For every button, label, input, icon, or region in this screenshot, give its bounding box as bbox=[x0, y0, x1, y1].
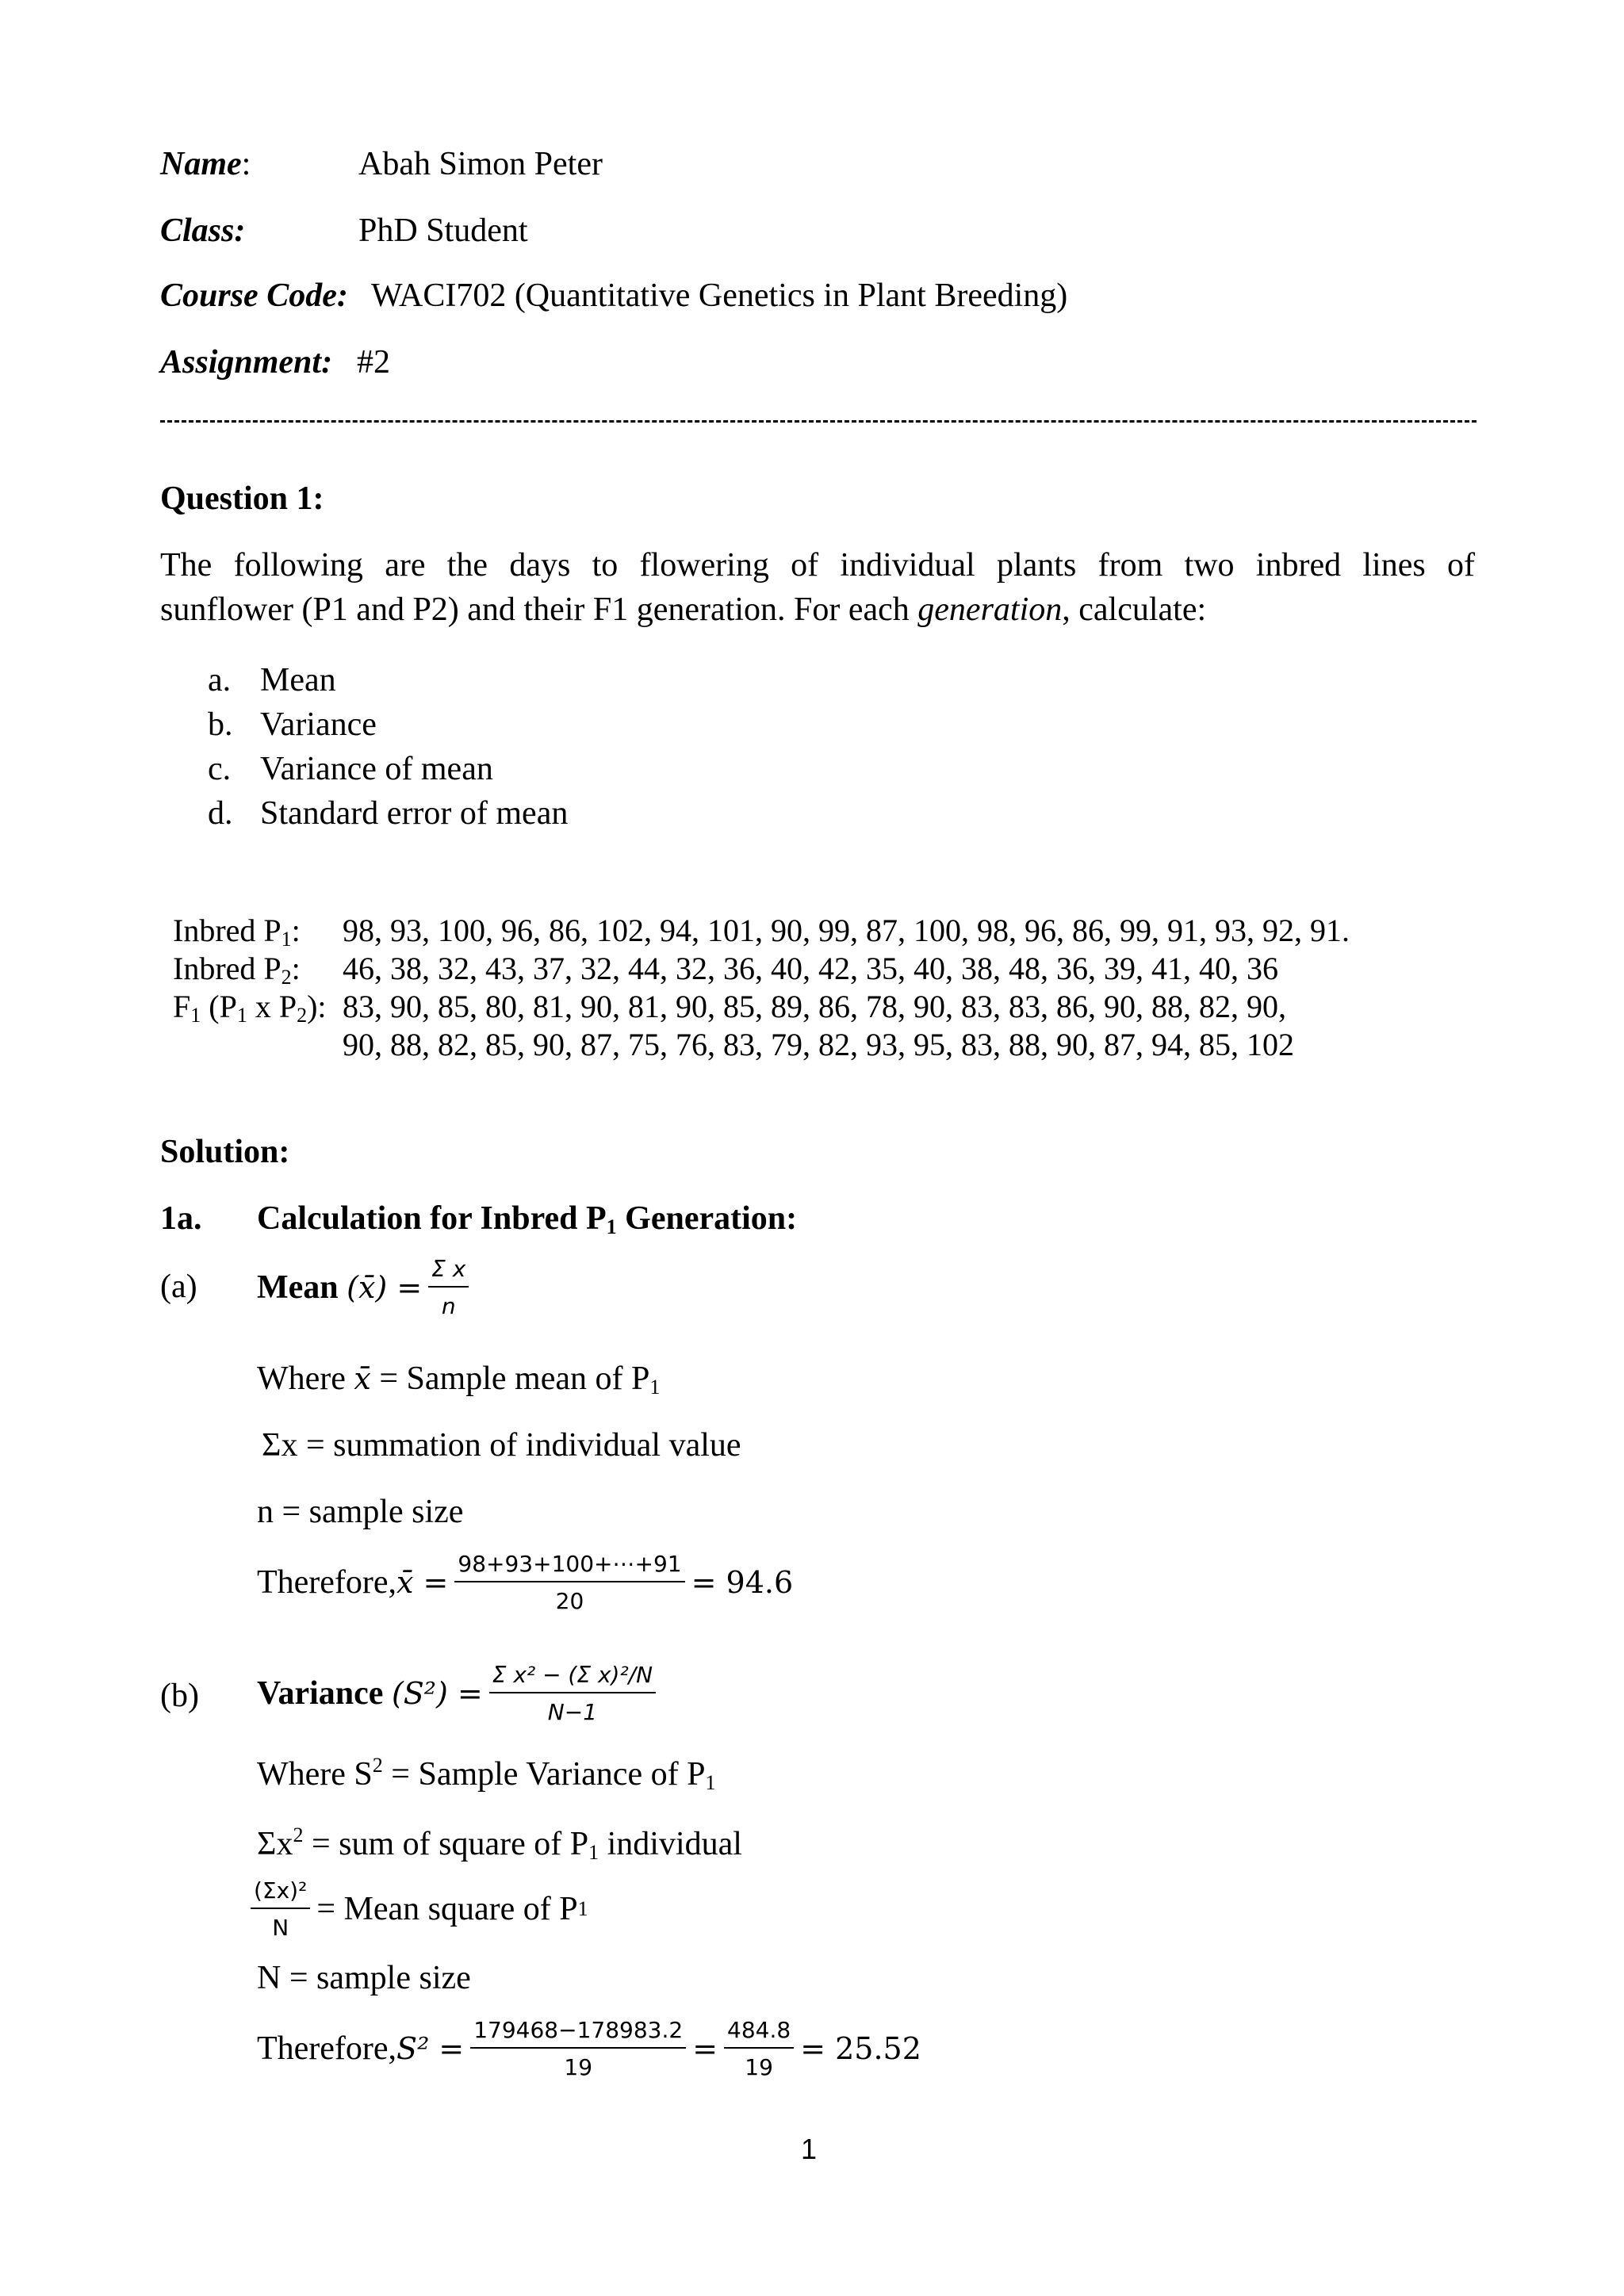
dashed-divider bbox=[160, 420, 1477, 423]
variance-therefore: Therefore, bbox=[257, 2030, 397, 2067]
f1-sub-b: 1 bbox=[236, 1004, 247, 1027]
f1-values-line-1: 83, 90, 85, 80, 81, 90, 81, 90, 85, 89, 86, 78, 90, 83, 83, 86, 90, 88, 82, 90, bbox=[343, 989, 1286, 1024]
mean-square-sub: 1 bbox=[577, 1897, 588, 1920]
mean-label: Mean bbox=[257, 1269, 339, 1306]
section-title-suffix: Generation: bbox=[616, 1200, 798, 1237]
mean-square-text: = Mean square of P bbox=[316, 1891, 578, 1927]
variance-formula bbox=[257, 1649, 662, 1738]
variance-calc-equals: = bbox=[692, 2031, 718, 2066]
variance-calc-fraction-1 bbox=[470, 2016, 686, 2081]
section-title-text: Calculation for Inbred P bbox=[257, 1200, 607, 1237]
N-definition: N = sample size bbox=[257, 1960, 471, 1996]
mean-numerator: Σ x bbox=[428, 1255, 469, 1288]
variance-calc-denominator-2: 19 bbox=[745, 2054, 773, 2080]
class-label: Class: bbox=[160, 212, 246, 249]
list-item-letter: b. bbox=[208, 706, 233, 743]
sum-definition: Σx = summation of individual value bbox=[262, 1427, 741, 1464]
sumsq-b: = sum of square of P bbox=[303, 1826, 589, 1862]
mean-calc-fraction bbox=[454, 1550, 684, 1615]
mean-square-definition bbox=[251, 1871, 588, 1947]
variance-symbol: (S²) = bbox=[391, 1676, 483, 1711]
mean-square-numerator: (Σx)² bbox=[251, 1877, 310, 1909]
question-line-2-emphasis: generation bbox=[917, 591, 1063, 628]
mean-calculation bbox=[257, 1546, 793, 1619]
f1-sub-c: 2 bbox=[297, 1004, 308, 1027]
p1-label bbox=[173, 912, 301, 951]
p2-label-sub: 2 bbox=[281, 966, 292, 989]
mean-symbol: (x̄) = bbox=[347, 1270, 423, 1305]
p2-values: 46, 38, 32, 43, 37, 32, 44, 32, 36, 40, 42, 35, 40, 38, 48, 36, 39, 41, 40, 36 bbox=[343, 951, 1278, 986]
n-definition: n = sample size bbox=[257, 1494, 464, 1530]
variance-result: = 25.52 bbox=[800, 2031, 921, 2066]
sumsq-c: individual bbox=[599, 1826, 742, 1862]
question-line-1: The following are the days to flowering of individual plants from two inbred lines of bbox=[160, 547, 1475, 584]
sumsq-sub: 1 bbox=[588, 1841, 599, 1864]
sumsq-a: Σx bbox=[257, 1826, 293, 1862]
variance-fraction bbox=[489, 1661, 656, 1726]
question-line-2-text-a: sunflower (P1 and P2) and their F1 generation. For each bbox=[160, 591, 918, 628]
sum-squares-definition bbox=[257, 1825, 742, 1863]
p1-label-sub: 1 bbox=[281, 928, 292, 951]
mean-denominator: n bbox=[441, 1293, 456, 1319]
list-item bbox=[208, 747, 568, 791]
mean-square-denominator: N bbox=[272, 1915, 289, 1941]
list-item-text: Variance of mean bbox=[260, 751, 493, 787]
mean-calc-symbol: x̄ = bbox=[396, 1565, 449, 1600]
course-code-label: Course Code: bbox=[160, 277, 348, 314]
variance-calculation bbox=[257, 2009, 921, 2088]
mean-formula bbox=[257, 1251, 475, 1324]
f1-label bbox=[173, 988, 327, 1027]
list-item-letter: d. bbox=[208, 795, 233, 832]
mean-square-fraction bbox=[251, 1877, 310, 1942]
variance-calc-fraction-2 bbox=[724, 2016, 794, 2081]
variance-calc-numerator-2: 484.8 bbox=[724, 2016, 794, 2049]
question-line-2 bbox=[160, 593, 1206, 626]
task-list bbox=[208, 658, 568, 836]
p1-label-colon: : bbox=[291, 913, 301, 948]
name-label: Name bbox=[160, 146, 242, 182]
list-item-letter: c. bbox=[208, 751, 232, 787]
variance-label: Variance bbox=[257, 1675, 384, 1712]
variance-calc-denominator-1: 19 bbox=[564, 2054, 593, 2080]
section-title-sub: 1 bbox=[606, 1215, 617, 1238]
page-number: 1 bbox=[801, 2133, 818, 2165]
mean-calc-numerator: 98+93+100+⋯+91 bbox=[454, 1550, 684, 1582]
mean-calc-denominator: 20 bbox=[555, 1588, 584, 1614]
mean-fraction bbox=[428, 1255, 469, 1320]
f1-sub-a: 1 bbox=[190, 1004, 201, 1027]
p1-values: 98, 93, 100, 96, 86, 102, 94, 101, 90, 99, 87, 100, 98, 96, 86, 99, 91, 93, 92, 91. bbox=[343, 913, 1350, 948]
list-item-text: Variance bbox=[260, 706, 377, 743]
course-code-value: WACI702 (Quantitative Genetics in Plant Breeding) bbox=[371, 277, 1068, 314]
f1-label-a: F bbox=[173, 989, 191, 1024]
p2-label-colon: : bbox=[291, 951, 301, 986]
f1-label-b: (P bbox=[201, 989, 237, 1024]
where-variance-b: = Sample Variance of P bbox=[382, 1756, 706, 1793]
assignment-label: Assignment: bbox=[160, 344, 333, 381]
list-item bbox=[208, 702, 568, 747]
p1-label-text: Inbred P bbox=[173, 913, 282, 948]
f1-label-d: ): bbox=[307, 989, 327, 1024]
sumsq-sup: 2 bbox=[293, 1823, 304, 1846]
variance-marker: (b) bbox=[160, 1678, 199, 1714]
variance-calc-numerator-1: 179468−178983.2 bbox=[470, 2016, 686, 2049]
list-item bbox=[208, 658, 568, 702]
section-number: 1a. bbox=[160, 1200, 202, 1237]
where-mean-a: Where bbox=[257, 1360, 354, 1397]
name-value: Abah Simon Peter bbox=[358, 146, 603, 182]
question-title: Question 1: bbox=[160, 480, 324, 517]
list-item-text: Standard error of mean bbox=[260, 795, 569, 832]
name-colon: : bbox=[241, 146, 251, 182]
mean-therefore: Therefore, bbox=[257, 1564, 397, 1601]
where-mean-b: = Sample mean of P bbox=[370, 1360, 650, 1397]
where-mean-sub: 1 bbox=[649, 1376, 661, 1399]
p2-label-text: Inbred P bbox=[173, 951, 282, 986]
class-value: PhD Student bbox=[358, 212, 528, 249]
name-row bbox=[160, 147, 251, 181]
assignment-value: #2 bbox=[357, 344, 390, 381]
variance-calc-symbol: S² = bbox=[396, 2031, 465, 2066]
solution-title: Solution: bbox=[160, 1134, 290, 1170]
p2-label bbox=[173, 950, 301, 989]
f1-label-c: x P bbox=[247, 989, 297, 1024]
mean-result: = 94.6 bbox=[691, 1565, 794, 1600]
f1-values-line-2: 90, 88, 82, 85, 90, 87, 75, 76, 83, 79, 82, 93, 95, 83, 88, 90, 87, 94, 85, 102 bbox=[343, 1027, 1294, 1062]
list-item-letter: a. bbox=[208, 662, 232, 698]
question-line-2-text-b: , calculate: bbox=[1062, 591, 1207, 628]
section-title bbox=[257, 1202, 797, 1238]
where-mean-symbol: x̄ bbox=[354, 1361, 371, 1396]
list-item bbox=[208, 791, 568, 836]
mean-marker: (a) bbox=[160, 1269, 197, 1305]
where-variance-sup: 2 bbox=[372, 1754, 383, 1777]
where-variance-sub: 1 bbox=[705, 1771, 716, 1794]
list-item-text: Mean bbox=[260, 662, 336, 698]
variance-denominator: N−1 bbox=[547, 1699, 598, 1725]
where-mean bbox=[257, 1362, 660, 1398]
where-variance bbox=[257, 1755, 715, 1793]
variance-numerator: Σ x² − (Σ x)²/N bbox=[489, 1661, 656, 1693]
where-variance-a: Where S bbox=[257, 1756, 373, 1793]
